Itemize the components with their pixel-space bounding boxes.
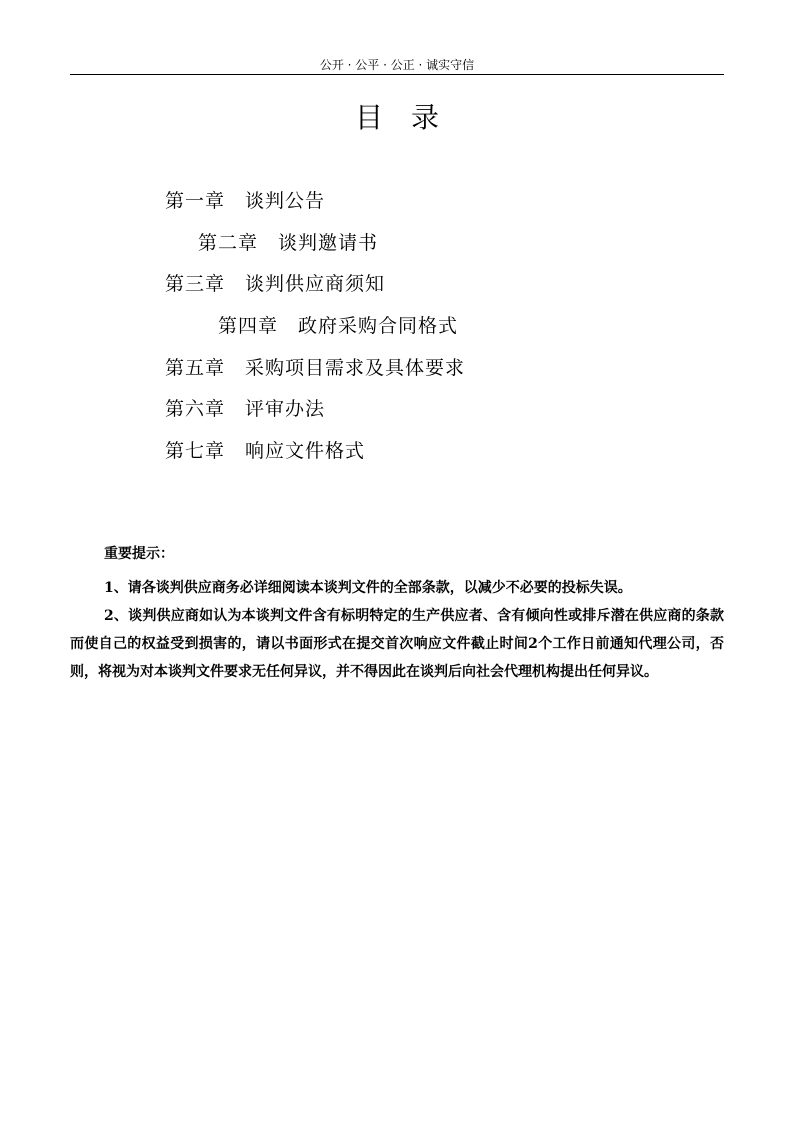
toc-chapter-name: 响应文件格式 — [245, 440, 366, 462]
toc-item-chapter-5 — [165, 356, 465, 380]
toc-chapter-name: 谈判公告 — [245, 190, 326, 212]
toc-chapter-name: 谈判供应商须知 — [245, 273, 386, 295]
toc-chapter-number: 第六章 — [165, 398, 226, 420]
toc-item-chapter-7 — [165, 439, 365, 463]
notice-title: 重要提示： — [104, 546, 174, 562]
toc-chapter-name: 政府采购合同格式 — [298, 315, 459, 337]
toc-item-chapter-6 — [165, 397, 325, 421]
toc-chapter-name: 谈判邀请书 — [278, 232, 379, 254]
toc-chapter-number: 第一章 — [165, 190, 226, 212]
toc-title: 目录 — [354, 101, 467, 134]
header-divider — [70, 74, 724, 75]
toc-chapter-name: 评审办法 — [245, 398, 326, 420]
toc-chapter-name: 采购项目需求及具体要求 — [245, 357, 466, 379]
toc-item-chapter-3 — [165, 272, 385, 296]
toc-chapter-number: 第三章 — [165, 273, 226, 295]
toc-chapter-number: 第四章 — [218, 315, 279, 337]
notice-item-1: 1、请各谈判供应商务必详细阅读本谈判文件的全部条款，以减少不必要的投标失误。 — [104, 580, 632, 596]
toc-item-chapter-1 — [165, 189, 325, 213]
toc-chapter-number: 第二章 — [198, 232, 259, 254]
page-header-text: 公开 · 公平 · 公正 · 诚实守信 — [319, 58, 475, 72]
notice-item-2: 2、谈判供应商如认为本谈判文件含有标明特定的生产供应者、含有倾向性或排斥潜在供应商的条款而使自己的权益受到损害的，请以书面形式在提交首次响应文件截止时间2个工作日前通知代理公司，否则，将视为对本谈判文件要求无任何异议，并不得因此在谈判后向社会代理机构提出任何异议。 — [70, 608, 724, 680]
toc-item-chapter-2 — [198, 231, 378, 255]
toc-chapter-number: 第七章 — [165, 440, 226, 462]
toc-item-chapter-4 — [218, 314, 458, 338]
toc-chapter-number: 第五章 — [165, 357, 226, 379]
